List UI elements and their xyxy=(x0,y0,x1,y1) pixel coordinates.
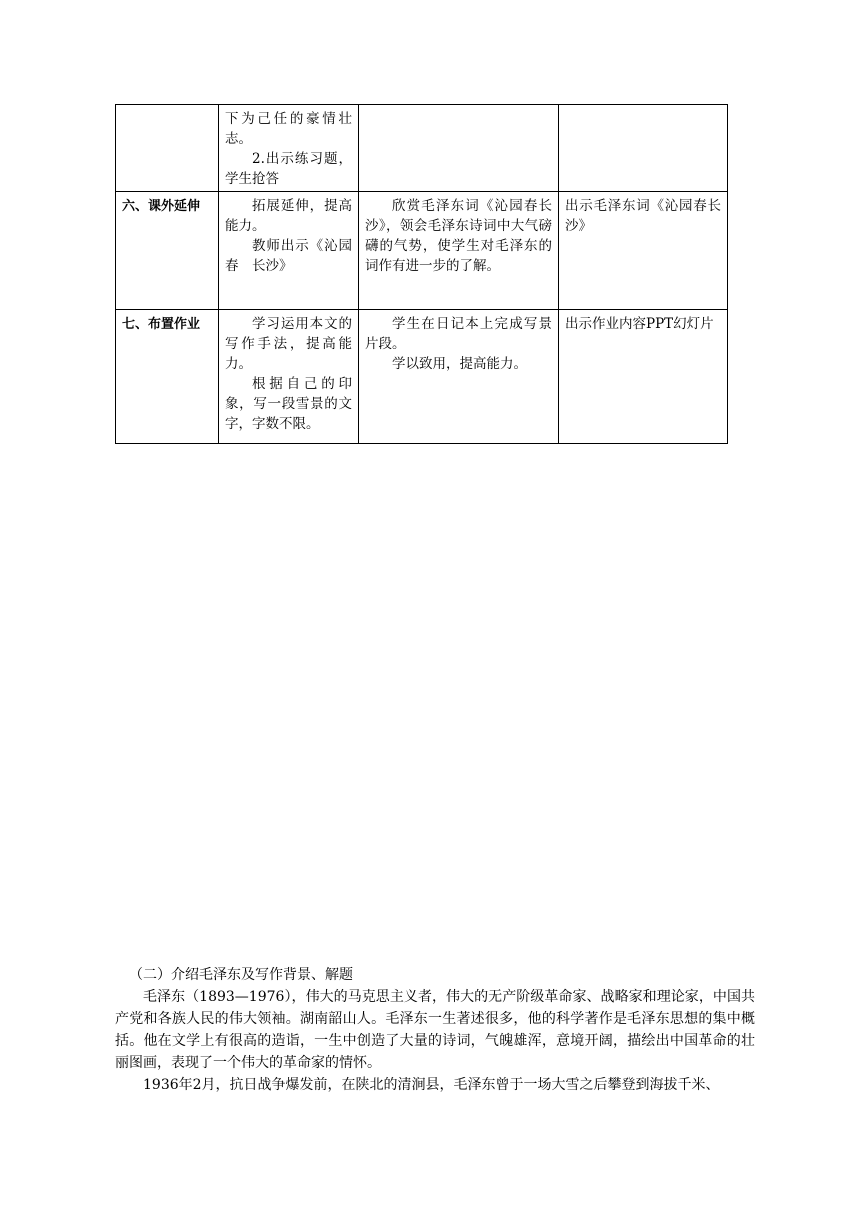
background-section xyxy=(115,964,755,1096)
stage-cell xyxy=(116,105,219,192)
design-intent-cell xyxy=(559,105,728,192)
table-row xyxy=(116,310,728,444)
teacher-activity-cell: 拓展延伸，提高能力。 教师出示《沁园春 长沙》 xyxy=(219,192,359,310)
section-heading: （二）介绍毛泽东及写作背景、解题 xyxy=(129,967,353,983)
lesson-plan-table xyxy=(115,104,728,444)
table-row xyxy=(116,192,728,310)
body-paragraph: 1936年2月，抗日战争爆发前，在陕北的清涧县，毛泽东曾于一场大雪之后攀登到海拔千米、 xyxy=(143,1077,720,1093)
design-intent-cell: 出示作业内容PPT幻灯片 xyxy=(559,310,728,444)
body-paragraph: 毛泽东（1893—1976），伟大的马克思主义者，伟大的无产阶级革命家、战略家和理论家，中国共产党和各族人民的伟大领袖。湖南韶山人。毛泽东一生著述很多，他的科学著作是毛泽东思想的集中概括。他在文学上有很高的造诣，一生中创造了大量的诗词，气魄雄浑，意境开阔，描绘出中国革命的壮丽图画，表现了一个伟大的革命家的情怀。 xyxy=(115,989,755,1071)
stage-cell: 七、布置作业 xyxy=(116,310,219,444)
teacher-activity-cell: 学习运用本文的写作手法，提高能力。 根据自己的印象，写一段雪景的文字，字数不限。 xyxy=(219,310,359,444)
student-activity-cell: 学生在日记本上完成写景片段。 学以致用，提高能力。 xyxy=(359,310,559,444)
student-activity-cell: 欣赏毛泽东词《沁园春长沙》，领会毛泽东诗词中大气磅礴的气势，使学生对毛泽东的词作有进一步的了解。 xyxy=(359,192,559,310)
table-row xyxy=(116,105,728,192)
teacher-activity-cell: 下为己任的豪情壮志。 2.出示练习题，学生抢答 xyxy=(219,105,359,192)
design-intent-cell: 出示毛泽东词《沁园春长沙》 xyxy=(559,192,728,310)
stage-cell: 六、课外延伸 xyxy=(116,192,219,310)
student-activity-cell xyxy=(359,105,559,192)
